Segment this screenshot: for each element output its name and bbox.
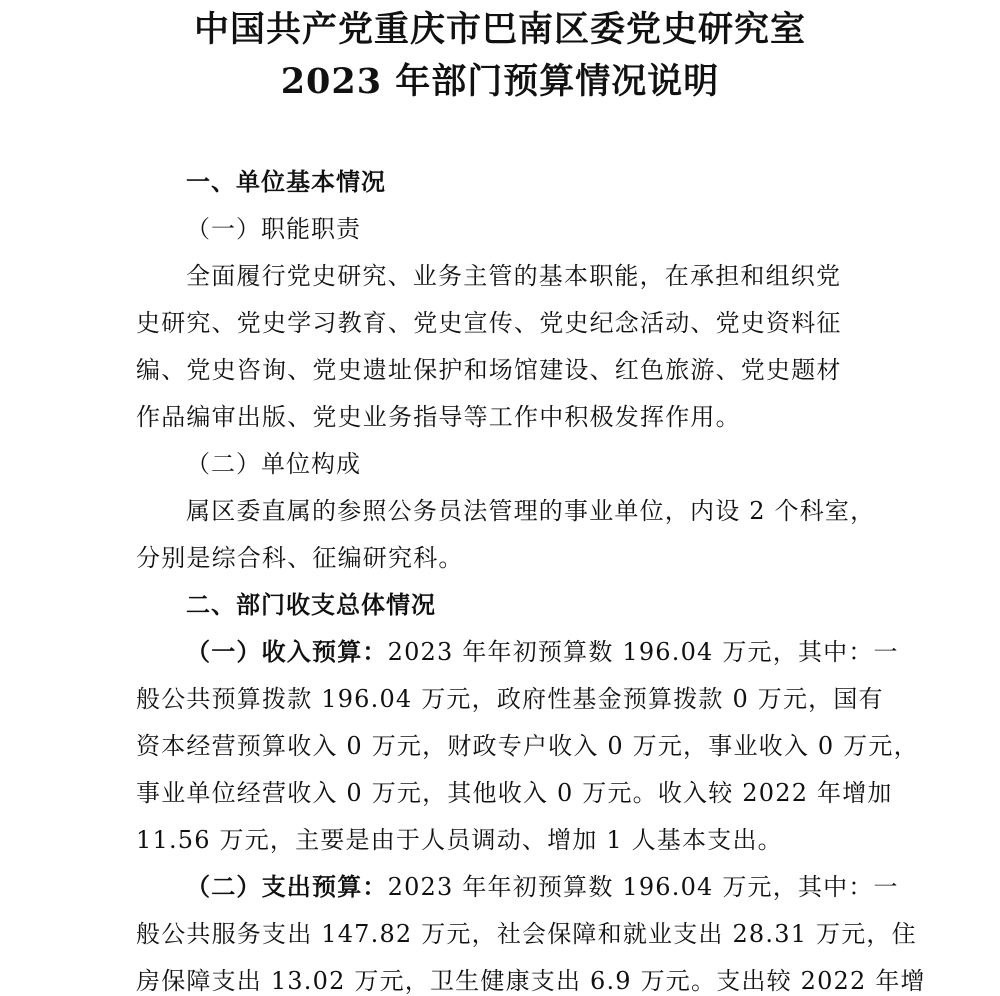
income-first-line [186, 632, 899, 667]
paragraph-line: 全面履行党史研究、业务主管的基本职能，在承担和组织党 [186, 262, 842, 290]
paragraph-line: 房保障支出 13.02 万元，卫生健康支出 6.9 万元。支出较 2022 年增 [136, 967, 926, 995]
paragraph-line: 编、党史咨询、党史遗址保护和场馆建设、红色旅游、党史题材 [136, 356, 842, 384]
paragraph-line: 史研究、党史学习教育、党史宣传、党史纪念活动、党史资料征 [136, 309, 842, 337]
income-label: （一）收入预算： [186, 638, 388, 666]
paragraph-line: 资本经营预算收入 0 万元，财政专户收入 0 万元，事业收入 0 万元， [136, 732, 919, 760]
paragraph-line: 11.56 万元，主要是由于人员调动、增加 1 人基本支出。 [136, 826, 783, 854]
section2-heading: 二、部门收支总体情况 [186, 591, 436, 619]
paragraph-line: 事业单位经营收入 0 万元，其他收入 0 万元。收入较 2022 年增加 [136, 779, 893, 807]
income-text: 2023 年年初预算数 196.04 万元，其中：一 [387, 638, 899, 666]
paragraph-line: 般公共预算拨款 196.04 万元，政府性基金预算拨款 0 万元，国有 [136, 685, 884, 713]
document-title-line1: 中国共产党重庆市巴南区委党史研究室 [193, 9, 806, 50]
paragraph-line: 般公共服务支出 147.82 万元，社会保障和就业支出 28.31 万元，住 [136, 920, 917, 948]
document-title-line2: 2023 年部门预算情况说明 [280, 61, 720, 102]
section1-sub2-heading: （二）单位构成 [186, 450, 361, 478]
paragraph-line: 属区委直属的参照公务员法管理的事业单位，内设 2 个科室， [186, 497, 876, 525]
section1-heading: 一、单位基本情况 [186, 168, 386, 196]
paragraph-line: 作品编审出版、党史业务指导等工作中积极发挥作用。 [136, 403, 741, 431]
paragraph-line: 分别是综合科、征编研究科。 [136, 544, 464, 572]
expense-text: 2023 年年初预算数 196.04 万元，其中：一 [387, 873, 899, 901]
expense-label: （二）支出预算： [186, 873, 388, 901]
expense-first-line [186, 867, 899, 902]
section1-sub1-heading: （一）职能职责 [186, 215, 361, 243]
